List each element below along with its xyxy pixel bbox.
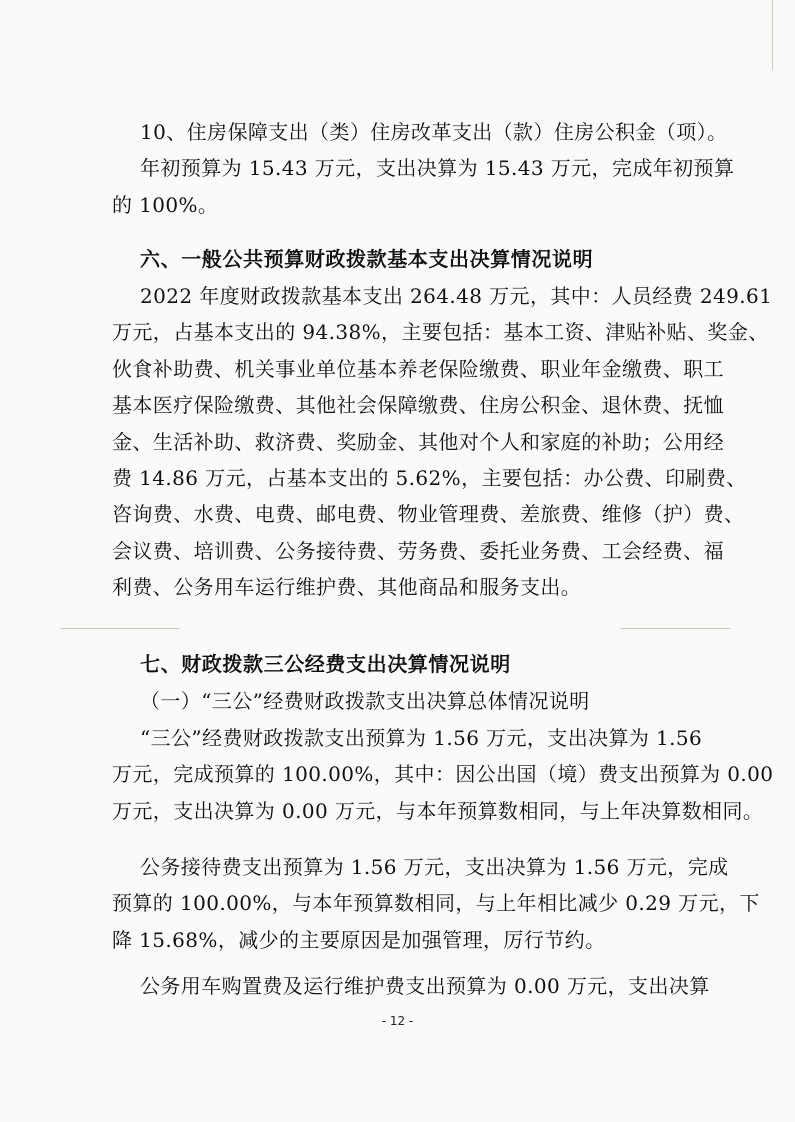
section-7-paragraph-1 [112, 720, 774, 829]
section-6-line-3: 伙食补助费、机关事业单位基本养老保险缴费、职业年金缴费、职工 [112, 356, 724, 381]
section-7-heading-block [112, 646, 712, 682]
paragraph-3-line-1: 公务用车购置费及运行维护费支出预算为 0.00 万元，支出决算 [140, 974, 710, 998]
section-7-subheading: （一）“三公”经费财政拨款支出决算总体情况说明 [140, 689, 590, 713]
paragraph-2-line-3: 降 15.68%，减少的主要原因是加强管理，厉行节约。 [112, 927, 606, 952]
section-10-line-2: 的 100%。 [112, 192, 219, 217]
section-10-line-1: 年初预算为 15.43 万元，支出决算为 15.43 万元，完成年初预算 [140, 156, 735, 181]
section-7-paragraph-3 [112, 968, 712, 1004]
page-number: - 12 - [381, 1014, 414, 1028]
section-6-line-8: 会议费、培训费、公务接待费、劳务费、委托业务费、工会经费、福 [112, 538, 724, 563]
section-6-line-5: 金、生活补助、救济费、奖励金、其他对个人和家庭的补助；公用经 [112, 429, 724, 454]
section-7-subheading-block [112, 683, 712, 719]
section-7-heading: 七、财政拨款三公经费支出决算情况说明 [140, 652, 511, 676]
paragraph-2-line-2: 预算的 100.00%，与本年预算数相同，与上年相比减少 0.29 万元，下 [112, 891, 760, 916]
paragraph-1-line-3: 万元，支出决算为 0.00 万元，与本年预算数相同，与上年决算数相同。 [112, 798, 764, 823]
section-10 [112, 114, 735, 223]
section-6-line-4: 基本医疗保险缴费、其他社会保障缴费、住房公积金、退休费、抚恤 [112, 393, 724, 418]
section-6-line-7: 咨询费、水费、电费、邮电费、物业管理费、差旅费、维修（护）费、 [112, 502, 745, 527]
section-6-line-6: 费 14.86 万元，占基本支出的 5.62%，主要包括：办公费、印刷费、 [112, 465, 747, 490]
scan-artifact [772, 0, 773, 70]
section-6-line-1: 2022 年度财政拨款基本支出 264.48 万元，其中：人员经费 249.61 [140, 284, 773, 308]
section-6-body [112, 278, 773, 606]
section-6-heading: 六、一般公共预算财政拨款基本支出决算情况说明 [140, 247, 594, 271]
section-7-paragraph-2 [112, 849, 760, 958]
paragraph-1-line-2: 万元，完成预算的 100.00%，其中：因公出国（境）费支出预算为 0.00 [112, 762, 774, 787]
section-6-line-2: 万元，占基本支出的 94.38%，主要包括：基本工资、津贴补贴、奖金、 [112, 320, 769, 345]
section-6-line-9: 利费、公务用车运行维护费、其他商品和服务支出。 [112, 575, 582, 600]
paragraph-2-line-1: 公务接待费支出预算为 1.56 万元，支出决算为 1.56 万元，完成 [140, 855, 729, 879]
section-10-heading: 10、住房保障支出（类）住房改革支出（款）住房公积金（项）。 [140, 120, 728, 144]
paragraph-1-line-1: “三公”经费财政拨款支出预算为 1.56 万元，支出决算为 1.56 [140, 726, 703, 750]
scan-artifact [620, 628, 730, 629]
scan-artifact [60, 628, 180, 629]
section-6-heading-block [112, 241, 712, 277]
